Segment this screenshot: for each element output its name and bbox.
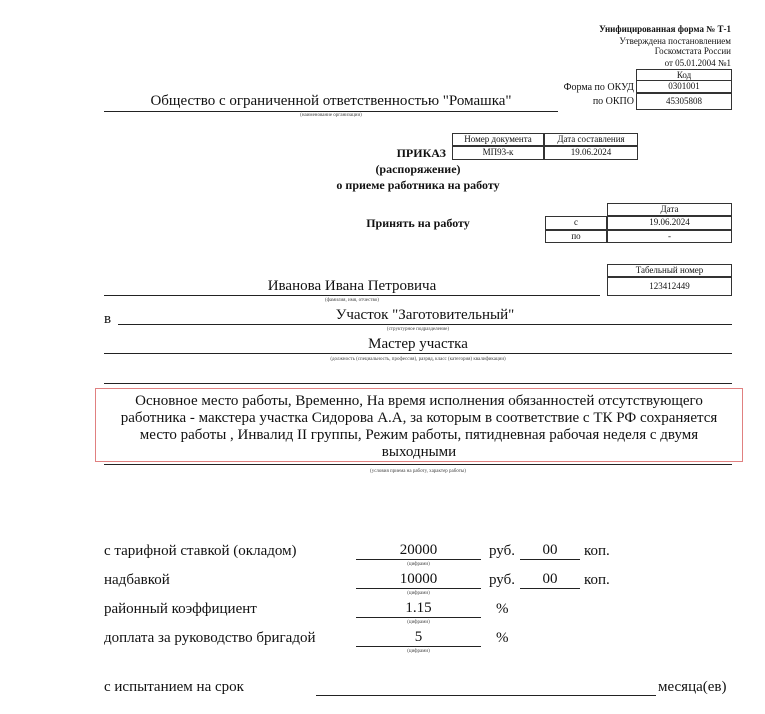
pay-rate-caption: (цифрами) [407,562,430,567]
form-title: Унифицированная форма № Т-1 [599,24,731,34]
conditions-text: Основное место работы, Временно, На время исполнения обязанностей отсутствующего работника - макстера участка Сидорова А.А, за которым в соответствие с ТК РФ сохраняется место работы , Инвалид II группы, Режим работы, пятидневная рабочая неделя с двумя выходными [120,393,718,460]
okpo-value-cell[interactable]: 45305808 [636,93,732,110]
okpo-label: по ОКПО [592,96,634,107]
brigade-pay-value[interactable]: 5 [356,628,481,647]
brigade-pay-caption: (цифрами) [407,649,430,654]
hire-to-label: по [545,230,607,243]
bonus-rub: руб. [489,572,515,588]
order-subtitle: (распоряжение) [375,162,461,176]
district-coef-caption: (цифрами) [407,620,430,625]
pay-rate-rub: руб. [489,543,515,559]
hire-from-cell[interactable]: 19.06.2024 [607,216,732,230]
bonus-value[interactable]: 10000 [356,570,481,589]
position-name[interactable]: Мастер участка [104,335,732,354]
district-coef-value[interactable]: 1.15 [356,599,481,618]
probation-value[interactable] [316,677,656,696]
pay-rate-kop: коп. [584,543,610,559]
probation-label: с испытанием на срок [104,679,244,695]
approved-line-3: от 05.01.2004 №1 [664,58,731,68]
brigade-pay-label: доплата за руководство бригадой [104,630,316,646]
okud-label: Форма по ОКУД [563,82,634,93]
conditions-caption: (условия приема на работу, характер работы) [370,469,466,474]
probation-unit: месяца(ев) [658,679,727,695]
okud-value-cell[interactable]: 0301001 [636,80,732,93]
conditions-highlight[interactable] [95,388,743,462]
bonus-label: надбавкой [104,572,170,588]
order-title: ПРИКАЗ [396,146,446,160]
district-coef-percent: % [496,601,509,617]
district-coef-label: районный коэффициент [104,601,257,617]
hire-to-cell[interactable]: - [607,230,732,243]
department-caption: (структурное подразделение) [386,327,450,332]
doc-number-cell[interactable]: МП93-к [452,146,544,160]
department-prefix: в [104,311,112,327]
approved-line-2: Госкомстата России [654,46,731,56]
hire-from-label: с [545,216,607,230]
pay-rate-kop-value[interactable]: 00 [520,541,580,560]
bonus-kop: коп. [584,572,610,588]
pay-rate-label: с тарифной ставкой (окладом) [104,543,297,559]
order-subject: о приеме работника на работу [336,178,500,192]
code-header-cell: Код [636,69,732,81]
hire-date-header: Дата [607,203,732,216]
position-caption: (должность (специальность, профессия), разряд, класс (категория) квалификации) [330,357,506,362]
doc-number-header: Номер документа [452,133,544,146]
bonus-kop-value[interactable]: 00 [520,570,580,589]
doc-date-header: Дата составления [544,133,638,146]
organization-name[interactable]: Общество с ограниченной ответственностью "Ромашка" [104,93,558,112]
department-name[interactable]: Участок "Заготовительный" [118,306,732,325]
employee-name-caption: (фамилия, имя, отчество) [325,298,379,303]
employee-name[interactable]: Иванова Ивана Петровича [104,277,600,296]
tab-number-header: Табельный номер [607,264,732,277]
hire-title: Принять на работу [366,216,470,230]
bonus-caption: (цифрами) [407,591,430,596]
pay-rate-value[interactable]: 20000 [356,541,481,560]
brigade-pay-percent: % [496,630,509,646]
tab-number-cell[interactable]: 123412449 [607,277,732,296]
blank-line [104,367,732,384]
doc-date-cell[interactable]: 19.06.2024 [544,146,638,160]
approved-line-1: Утверждена постановлением [619,36,731,46]
organization-caption: (наименование организации) [300,113,362,118]
